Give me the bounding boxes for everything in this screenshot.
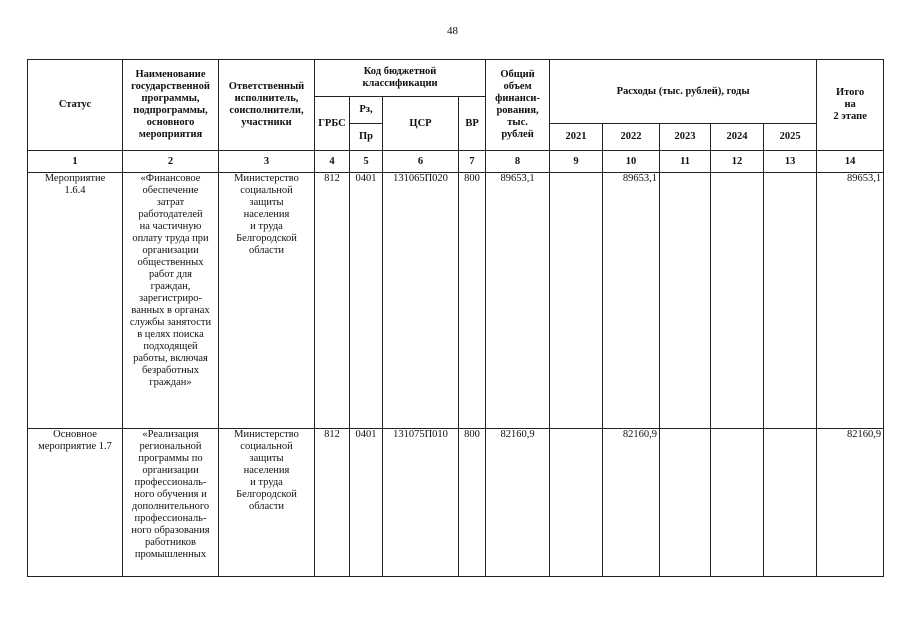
column-number: 6 (383, 151, 459, 173)
header-status: Статус (28, 60, 123, 151)
row-rzpr: 0401 (350, 429, 383, 577)
row-stage-total: 82160,9 (817, 429, 884, 577)
header-grbs: ГРБС (315, 97, 350, 151)
row-name: «Финансовое обеспечение затрат работодателей на частичную оплату труда при организации общественных работ для граждан, зарегистриро- ванных в органах службы занятости в целях поиска подходящей работы, включая безработных граждан» (123, 173, 219, 429)
row-y2022: 89653,1 (603, 173, 660, 429)
page-number: 48 (447, 25, 458, 37)
header-vr: ВР (459, 97, 486, 151)
row-status: Основное мероприятие 1.7 (28, 429, 123, 577)
header-csr: ЦСР (383, 97, 459, 151)
column-number: 8 (486, 151, 550, 173)
row-y2024 (711, 173, 764, 429)
row-csr: 131065П020 (383, 173, 459, 429)
row-y2023 (660, 173, 711, 429)
column-number: 1 (28, 151, 123, 173)
row-rzpr: 0401 (350, 173, 383, 429)
header-budget-code: Код бюджетной классификации (315, 60, 486, 97)
column-number: 4 (315, 151, 350, 173)
header-year-2023: 2023 (660, 124, 711, 151)
column-number-row (28, 151, 884, 173)
row-y2025 (764, 173, 817, 429)
column-number: 11 (660, 151, 711, 173)
budget-table (27, 59, 884, 577)
row-vr: 800 (459, 173, 486, 429)
row-executor: Министерство социальной защиты населения и труда Белгородской области (219, 429, 315, 577)
row-executor: Министерство социальной защиты населения и труда Белгородской области (219, 173, 315, 429)
table-row (28, 173, 884, 429)
header-total-volume: Общий объем финанси- рования, тыс. рублей (486, 60, 550, 151)
header-rz: Рз, (350, 97, 383, 124)
column-number: 7 (459, 151, 486, 173)
row-status: Мероприятие 1.6.4 (28, 173, 123, 429)
row-csr: 131075П010 (383, 429, 459, 577)
column-number: 3 (219, 151, 315, 173)
header-program-name: Наименование государственной программы, подпрограммы, основного мероприятия (123, 60, 219, 151)
table-row (28, 429, 884, 577)
row-grbs: 812 (315, 173, 350, 429)
column-number: 10 (603, 151, 660, 173)
row-total: 89653,1 (486, 173, 550, 429)
row-y2024 (711, 429, 764, 577)
column-number: 5 (350, 151, 383, 173)
row-y2023 (660, 429, 711, 577)
header-year-2025: 2025 (764, 124, 817, 151)
header-executor: Ответственный исполнитель, соисполнители, участники (219, 60, 315, 151)
column-number: 13 (764, 151, 817, 173)
header-stage-total: Итого на 2 этапе (817, 60, 884, 151)
header-year-2022: 2022 (603, 124, 660, 151)
row-y2025 (764, 429, 817, 577)
column-number: 2 (123, 151, 219, 173)
row-y2021 (550, 429, 603, 577)
header-year-2024: 2024 (711, 124, 764, 151)
row-vr: 800 (459, 429, 486, 577)
header-year-2021: 2021 (550, 124, 603, 151)
row-stage-total: 89653,1 (817, 173, 884, 429)
header-expenses: Расходы (тыс. рублей), годы (550, 60, 817, 124)
column-number: 14 (817, 151, 884, 173)
column-number: 9 (550, 151, 603, 173)
row-name: «Реализация региональной программы по организации профессиональ- ного обучения и дополнительного профессиональ- ного образования работников промышленных (123, 429, 219, 577)
row-grbs: 812 (315, 429, 350, 577)
row-y2022: 82160,9 (603, 429, 660, 577)
row-y2021 (550, 173, 603, 429)
header-pr: Пр (350, 124, 383, 151)
column-number: 12 (711, 151, 764, 173)
row-total: 82160,9 (486, 429, 550, 577)
